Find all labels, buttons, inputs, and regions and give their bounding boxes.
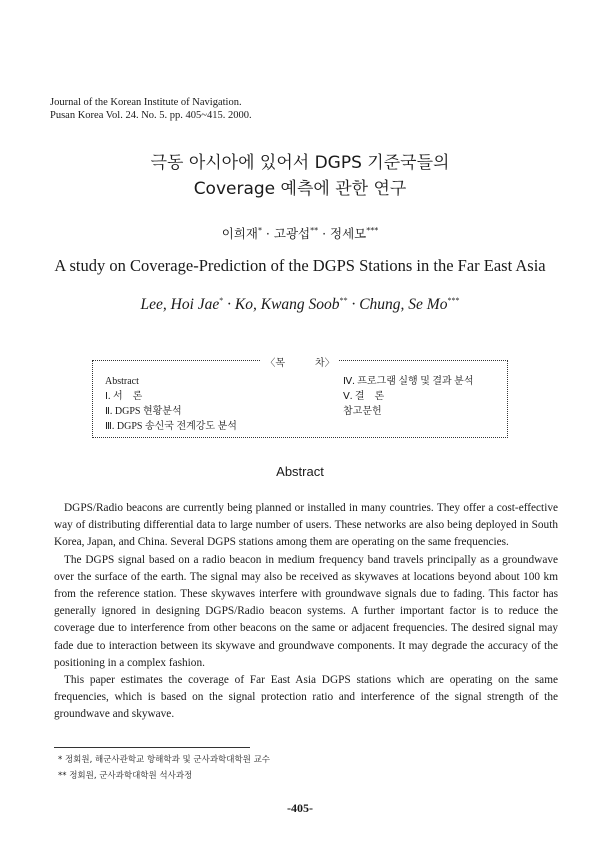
abstract-paragraph: The DGPS signal based on a radio beacon in medium frequency band travels principally as a groundwave over the surface of the earth. The signal may also be received as skywaves at locations beyond about 100 km from the reference station. These skywaves interfere with groundwave signals due to fading. This factor has generally ignored in designing DGPS/Radio beacon systems. A further important factor is to reduce the coverage due to interference from other beacons on the same or adjacent frequencies. The desired signal may fade due to interaction between its skywave and groundwave components. It may degrade the accuracy of the positioning in a complex fashion. — [54, 553, 558, 669]
toc-item: Ⅲ. DGPS 송신국 전계강도 분석 — [105, 421, 237, 432]
author-ko-1: 이희재 — [221, 226, 258, 241]
author-en-1-mark: * — [219, 296, 224, 305]
english-authors — [0, 296, 600, 314]
english-title: A study on Coverage-Prediction of the DGPS Stations in the Far East Asia — [54, 256, 546, 275]
footnote-1: * 정회원, 해군사관학교 항해학과 및 군사과학대학원 교수 — [58, 755, 271, 765]
abstract-heading: Abstract — [276, 464, 324, 479]
toc-left-column — [105, 374, 237, 434]
journal-citation — [50, 96, 252, 122]
korean-authors — [0, 224, 600, 242]
footnote-2: ** 정회원, 군사과학대학원 석사과정 — [58, 771, 193, 781]
author-ko-1-mark: * — [257, 225, 262, 235]
author-en-1: Lee, Hoi Jae — [140, 296, 220, 314]
toc-item: Ⅱ. DGPS 현황분석 — [105, 406, 182, 417]
toc-item: Ⅳ. 프로그램 실행 및 결과 분석 — [343, 376, 474, 387]
author-separator: · — [223, 296, 235, 314]
author-separator: · — [261, 226, 274, 241]
author-ko-3-mark: *** — [366, 225, 379, 235]
korean-title-line-1: 극동 아시아에 있어서 DGPS 기준국들의 — [150, 153, 450, 173]
toc-item: 참고문헌 — [343, 406, 382, 417]
journal-line-2: Pusan Korea Vol. 24. No. 5. pp. 405~415. 2000. — [50, 110, 252, 121]
toc-heading: 〈목 차〉 — [93, 354, 507, 369]
toc-item: Ⅴ. 결 론 — [343, 391, 385, 402]
abstract-paragraph: This paper estimates the coverage of Far East Asia DGPS stations which are operating on the same frequencies, which is based on the signal protection ratio and interference of the signal strength of the groundwave and skywave. — [54, 674, 558, 721]
table-of-contents — [92, 360, 508, 438]
author-en-2-mark: ** — [339, 296, 348, 305]
author-separator: · — [318, 226, 331, 241]
toc-right-column — [343, 374, 474, 419]
korean-title-line-2: Coverage 예측에 관한 연구 — [193, 179, 407, 199]
author-en-3-mark: *** — [447, 296, 460, 305]
page-number: -405- — [287, 801, 313, 815]
author-separator: · — [347, 296, 360, 314]
author-en-3: Chung, Se Mo — [359, 296, 448, 314]
author-ko-2: 고광섭 — [273, 226, 311, 241]
abstract-body — [54, 500, 558, 724]
author-ko-3: 정세모 — [330, 226, 367, 241]
toc-item: Ⅰ. 서 론 — [105, 391, 143, 402]
author-ko-2-mark: ** — [310, 225, 319, 235]
footnote-rule — [54, 747, 250, 748]
toc-item: Abstract — [105, 376, 139, 387]
author-en-2: Ko, Kwang Soob — [234, 296, 340, 314]
journal-line-1: Journal of the Korean Institute of Navigation. — [50, 97, 242, 108]
abstract-paragraph: DGPS/Radio beacons are currently being planned or installed in many countries. They offer a cost-effective way of distributing differential data to large number of users. These networks are also being deployed in South Korea, Japan, and China. Several DGPS stations among them are operating on the same frequencies. — [54, 502, 558, 549]
